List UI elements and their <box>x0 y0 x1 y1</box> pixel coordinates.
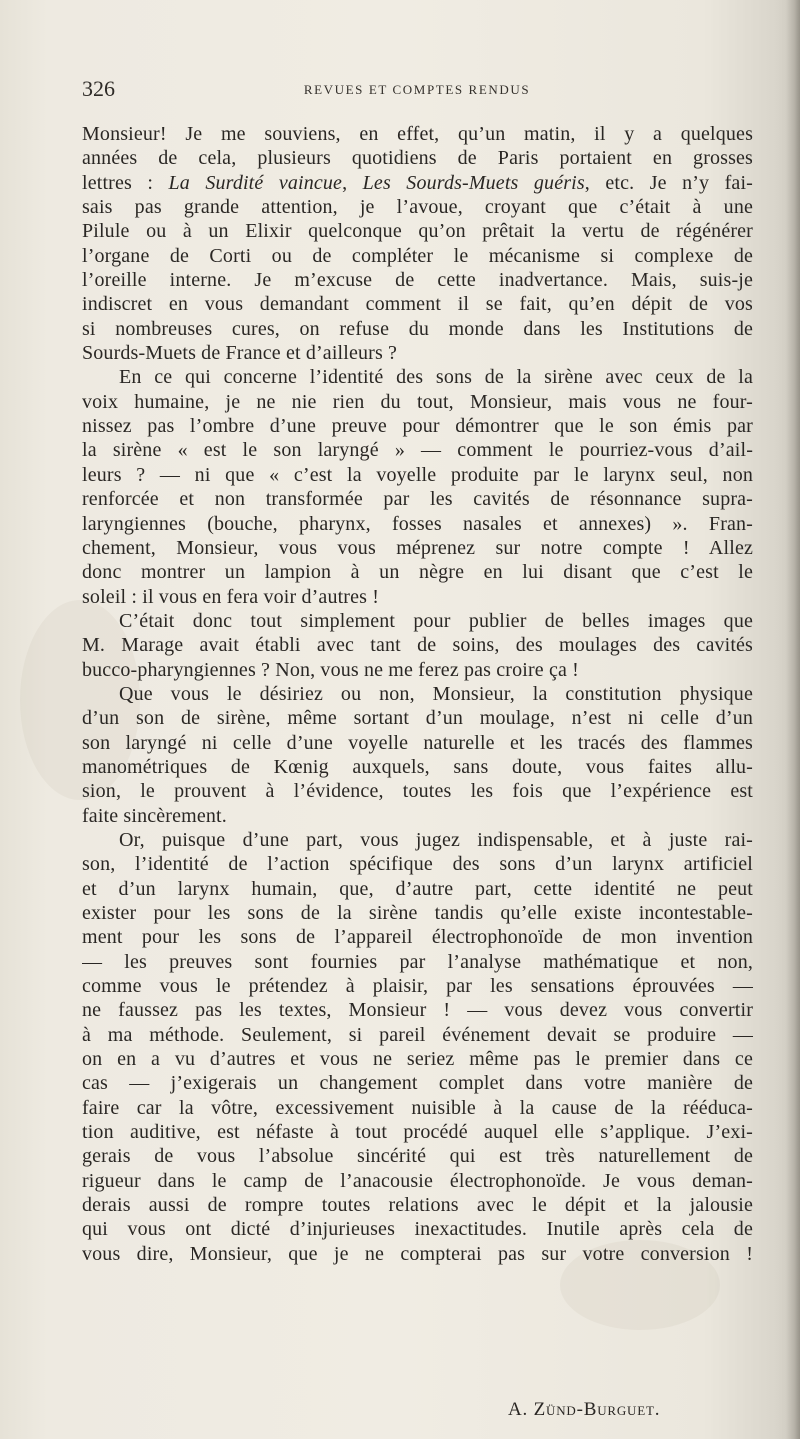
text-line: derais aussi de rompre toutes relations avec le dépit et la jalousie <box>82 1194 753 1217</box>
text-line: vous dire, Monsieur, que je ne compterai pas sur votre conversion ! <box>82 1242 753 1265</box>
text-line: si nombreuses cures, on refuse du monde dans les Institutions de <box>82 317 753 340</box>
text-line: lettres : La Surdité vaincue, Les Sourds-Muets guéris, etc. Je n’y fai- <box>82 171 753 194</box>
text-line: Pilule ou à un Elixir quelconque qu’on prêtait la vertu de régénérer <box>82 220 753 243</box>
text-line: faite sincèrement. <box>82 804 227 827</box>
text-line: gerais de vous l’absolue sincérité qui est très naturellement de <box>82 1145 753 1168</box>
text-line: Or, puisque d’une part, vous jugez indispensable, et à juste rai- <box>119 828 753 851</box>
running-head: REVUES ET COMPTES RENDUS <box>303 82 531 97</box>
text-line: son laryngé ni celle d’une voyelle naturelle et les tracés des flammes <box>82 731 753 754</box>
text-line: donc montrer un lampion à un nègre en lui disant que c’est le <box>82 561 753 584</box>
text-line: bucco-pharyngiennes ? Non, vous ne me ferez pas croire ça ! <box>82 658 579 681</box>
text-line: soleil : il vous en fera voir d’autres ! <box>82 585 380 608</box>
text-line: l’oreille interne. Je m’excuse de cette inadvertance. Mais, suis-je <box>82 269 753 292</box>
text-line: faire car la vôtre, excessivement nuisible à la cause de la rééduca- <box>82 1096 753 1119</box>
text-line: M. Marage avait établi avec tant de soins, des moulages des cavités <box>82 634 753 657</box>
text-line: ment pour les sons de l’appareil électrophonoïde de mon invention <box>82 926 753 949</box>
text-line: C’était donc tout simplement pour publier de belles images que <box>119 609 753 632</box>
text-line: tion auditive, est néfaste à tout procédé auquel elle s’applique. J’exi- <box>82 1121 753 1144</box>
text-line: Sourds-Muets de France et d’ailleurs ? <box>82 342 398 365</box>
text-line: manométriques de Kœnig auxquels, sans doute, vous faites allu- <box>82 755 753 778</box>
text-line: voix humaine, je ne nie rien du tout, Monsieur, mais vous ne four- <box>82 390 753 413</box>
text-line: — les preuves sont fournies par l’analyse mathématique et non, <box>82 950 753 973</box>
article-body <box>82 122 753 1266</box>
text-line: qui vous ont dicté d’injurieuses inexactitudes. Inutile après cela de <box>82 1218 753 1241</box>
text-line: sion, le prouvent à l’évidence, toutes les fois que l’expérience est <box>82 780 753 803</box>
page-number: 326 <box>82 76 115 101</box>
text-line: l’organe de Corti ou de compléter le mécanisme si complexe de <box>82 244 753 267</box>
text-line: chement, Monsieur, vous vous méprenez sur notre compte ! Allez <box>82 536 753 559</box>
signature <box>508 1398 660 1422</box>
text-line: on en a vu d’autres et vous ne seriez même pas le premier dans ce <box>82 1048 753 1071</box>
text-line: En ce qui concerne l’identité des sons de la sirène avec ceux de la <box>119 366 753 389</box>
signature-initial: A. <box>508 1399 529 1420</box>
text-line: ne faussez pas les textes, Monsieur ! — vous devez vous convertir <box>82 999 753 1022</box>
text-line: cas — j’exigerais un changement complet dans votre manière de <box>82 1072 753 1095</box>
page-gutter-shadow <box>786 0 800 1439</box>
text-line: et d’un larynx humain, que, d’autre part, cette identité ne peut <box>82 877 753 900</box>
text-line: Monsieur! Je me souviens, en effet, qu’un matin, il y a quelques <box>82 123 753 145</box>
text-line: comme vous le prétendez à plaisir, par les sensations éprouvées — <box>82 975 753 998</box>
text-line: sais pas grande attention, je l’avoue, croyant que c’était à une <box>82 196 753 219</box>
text-line: exister pour les sons de la sirène tandis qu’elle existe incontestable- <box>82 902 753 924</box>
text-line: la sirène « est le son laryngé » — comment le pourriez-vous d’ail- <box>82 439 753 462</box>
text-line: nissez pas l’ombre d’une preuve pour démontrer que le son émis par <box>82 415 753 438</box>
text-line: renforcée et non transformée par les cavités de résonnance supra- <box>82 488 753 511</box>
signature-name: Zünd-Burguet. <box>533 1399 661 1420</box>
text-line: rigueur dans le camp de l’anacousie électrophonoïde. Je vous deman- <box>82 1169 753 1192</box>
text-line: d’un son de sirène, même sortant d’un moulage, n’est ni celle d’un <box>82 707 753 730</box>
text-line: Que vous le désiriez ou non, Monsieur, la constitution physique <box>119 682 753 705</box>
text-line: leurs ? — ni que « c’est la voyelle produite par le larynx seul, non <box>82 463 753 486</box>
text-line: indiscret en vous demandant comment il se fait, qu’en dépit de vos <box>82 293 753 316</box>
text-line: son, l’identité de l’action spécifique des sons d’un larynx artificiel <box>82 853 753 876</box>
text-line: à ma méthode. Seulement, si pareil événement devait se produire — <box>82 1023 753 1046</box>
page-header <box>82 76 752 102</box>
text-line: années de cela, plusieurs quotidiens de Paris portaient en grosses <box>82 147 753 170</box>
text-line: laryngiennes (bouche, pharynx, fosses nasales et annexes) ». Fran- <box>82 512 753 535</box>
